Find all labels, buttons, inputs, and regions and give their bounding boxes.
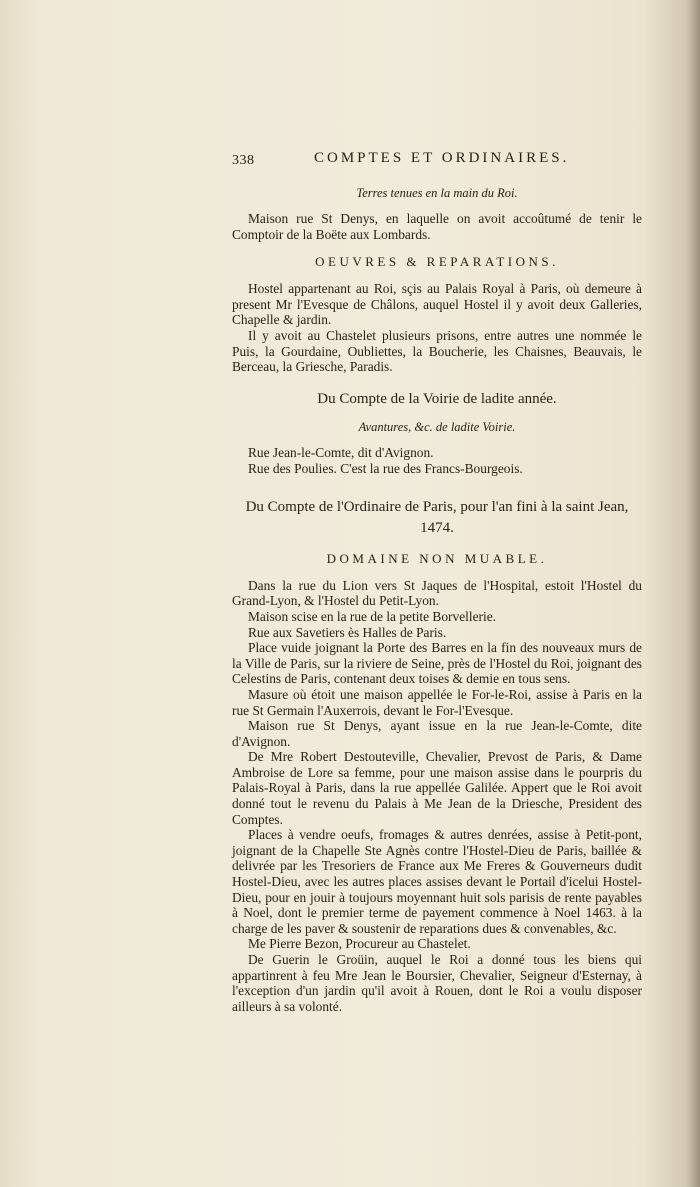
domaine-paragraph-8: Places à vendre oeufs, fromages & autres denrées, assise à Petit-pont, joignant de la Chapelle Ste Agnès contre l'Hostel-Dieu de Paris, baillée & delivrée par les Tresoriers de France aux Me Freres & Gouverneurs dudit Hostel-Dieu, avec les autres places assises devant le Portail d'icelui Hostel-Dieu, pour en jouir à toujours moyennant huit sols parisis de rente payables à Noel, dont le premier terme de payement commence à Noel 1463. à la charge de les paver & soustenir de reparations dues & convenables, &c. [232, 827, 642, 936]
domaine-paragraph-5: Masure où étoit une maison appellée le For-le-Roi, assise à Paris en la rue St Germain l'Auxerrois, devant le For-l'Evesque. [232, 686, 642, 718]
oeuvres-heading: OEUVRES & REPARATIONS. [315, 254, 559, 270]
voirie-heading: Du Compte de la Voirie de ladite année. [317, 390, 557, 407]
voirie-item-1: Rue Jean-le-Comte, dit d'Avignon. [248, 444, 434, 460]
terres-paragraph: Maison rue St Denys, en laquelle on avoit accoûtumé de tenir le Comptoir de la Boëte aux Lombards. [232, 211, 642, 242]
domaine-paragraph-4: Place vuide joignant la Porte des Barres en la fin des nouveaux murs de la Ville de Paris, sur la riviere de Seine, près de l'Hostel du Roi, joignant des Celestins de Paris, contenant deux toises & demie en tous sens. [232, 640, 642, 687]
running-head [232, 150, 642, 174]
domaine-paragraph-10: De Guerin le Groüin, auquel le Roi a donné tous les biens qui appartinrent à feu Mre Jean le Boursier, Chevalier, Seigneur d'Esternay, à l'exception d'un jardin qu'il avoit à Rouen, dont le Roi a voulu disposer ailleurs à sa volonté. [232, 952, 642, 1014]
domaine-paragraph-3: Rue aux Savetiers ès Halles de Paris. [248, 624, 447, 640]
domaine-heading: DOMAINE NON MUABLE. [326, 550, 548, 566]
domaine-paragraph-6: Maison rue St Denys, ayant issue en la rue Jean-le-Comte, dite d'Avignon. [232, 718, 642, 749]
page-edge-shadow [686, 0, 700, 1187]
terres-subtitle: Terres tenues en la main du Roi. [356, 186, 518, 200]
oeuvres-paragraph-2: Il y avoit au Chastelet plusieurs prisons, entre autres une nommée le Puis, la Gourdaine, Oubliettes, la Boucherie, les Chaisnes, Beauvais, le Berceau, la Griesche, Paradis. [232, 327, 642, 375]
voirie-subtitle: Avantures, &c. de ladite Voirie. [358, 419, 516, 434]
page-content [232, 150, 642, 1014]
domaine-paragraph-2: Maison scise en la rue de la petite Borvellerie. [248, 608, 497, 624]
domaine-paragraph-7: De Mre Robert Destouteville, Chevalier, Prevost de Paris, & Dame Ambroise de Lore sa femme, pour une maison assise dans le pourpris du Palais-Royal à Paris, dans la rue appellée Galilée. Appert que le Roi avoit donné tout le revenu du Palais à Me Jean de la Driesche, President des Comptes. [232, 749, 642, 827]
running-title: COMPTES ET ORDINAIRES. [314, 150, 570, 166]
ordinaire-heading: Du Compte de l'Ordinaire de Paris, pour l'an fini à la saint Jean, 1474. [245, 498, 629, 536]
domaine-paragraph-1: Dans la rue du Lion vers St Jaques de l'Hospital, estoit l'Hostel du Grand-Lyon, & l'Hostel du Petit-Lyon. [232, 577, 642, 609]
oeuvres-paragraph-1: Hostel appartenant au Roi, sçis au Palais Royal à Paris, où demeure à present Mr l'Evesque de Châlons, auquel Hostel il y avoit deux Galleries, Chapelle & jardin. [232, 281, 642, 328]
domaine-paragraph-9: Me Pierre Bezon, Procureur au Chastelet. [248, 936, 471, 952]
voirie-item-2: Rue des Poulies. C'est la rue des Francs-Bourgeois. [248, 460, 523, 476]
page-number: 338 [232, 153, 255, 168]
